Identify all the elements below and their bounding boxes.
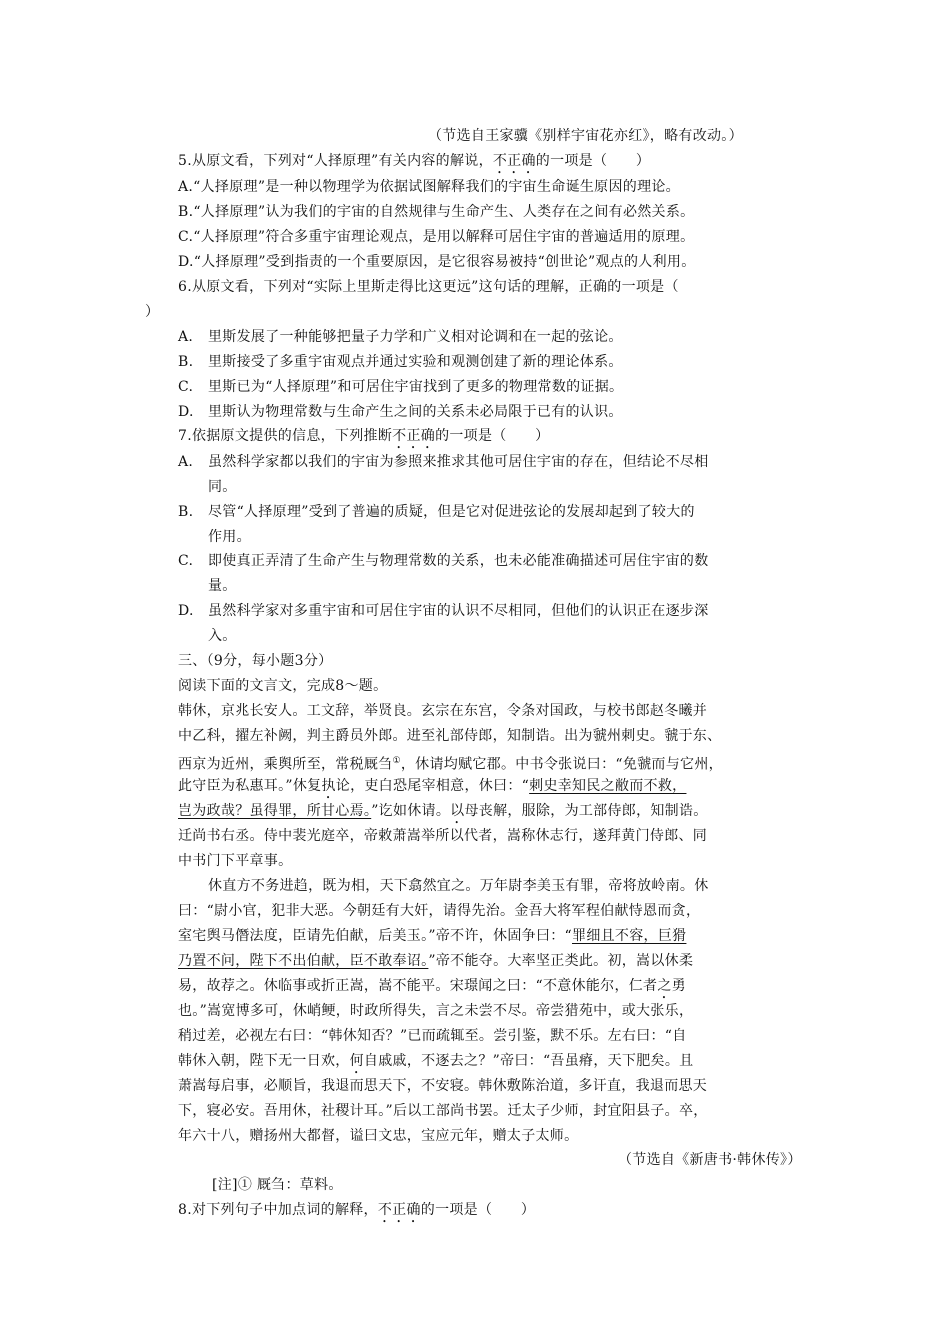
question-6-option-d-text: 里斯认为物理常数与生命产生之间的关系未必局限于已有的认识。 [208,404,623,420]
passage-p2-line-8-b: 自戚戚，不逐去之？”帝曰：“吾虽瘠，天下肥矣。且 [363,1053,694,1069]
passage-line-7: 中书门下平章事。 [178,853,293,869]
dotted-word-zhi2: 之 [657,978,672,994]
question-6-stem: 6.从原文看，下列对“实际上里斯走得比这更远”这句话的理解，正确的一项是（ [178,279,679,295]
question-7-option-a-label: A. [178,454,194,470]
question-7-stem [178,427,549,452]
section-3-instruction: 阅读下面的文言文，完成8～题。 [178,678,388,694]
source-citation-2: （节选自《新唐书·韩休传》） [618,1152,802,1168]
passage-line-2: 中乙科，擢左补阙，判主爵员外郎。进至礼部侍郎，知制诰。出为虢州刺史。虢于东、 [178,728,722,744]
underlined-sentence-1a: 刺史幸知民之敝而不救， [529,778,687,794]
passage-p2-line-3-a: 室宅舆马僭法度，臣请先伯献，后美玉。”帝不许，休固争曰：“ [178,928,573,944]
passage-p2-line-4-a: ”帝不能夺。大率坚正类此。初，嵩以休柔 [428,953,694,969]
passage-p2-line-5-a: 易，故荐之。休临事或折正嵩，嵩不能平。宋璟闻之曰：“不意休能尔，仁者 [178,978,658,994]
q5-stem-post: 的一项是（ ） [535,153,651,169]
question-7-option-d-label: D. [178,603,194,619]
passage-p2-line-5-b: 勇 [671,978,686,994]
question-6-option-b-label: B. [178,354,194,370]
question-6-option-d-label: D. [178,404,194,420]
question-6-option-b-text: 里斯接受了多重宇宙观点并通过实验和观测创建了新的理论体系。 [208,354,623,370]
passage-line-3 [178,752,723,774]
question-6-stem-continuation: ） [145,304,160,320]
passage-line-3-a: 西京为近州，乘舆所至，常税厩刍 [178,756,393,773]
passage-line-4-a: 此守臣为私惠耳。”休复 [178,778,322,794]
question-7-option-d-line1: 虽然科学家对多重宇宙和可居住宇宙的认识不尽相同，但他们的认识正在逐步深 [208,603,709,619]
passage-p2-line-11: 年六十八，赠扬州大都督，谥曰文忠，宝应元年，赠太子太师。 [178,1128,579,1144]
source-citation-1: （节选自王家骥《别样宇宙花亦红》，略有改动。） [428,128,743,144]
q8-stem-pre: 8.对下列句子中加点词的解释， [178,1202,378,1218]
q8-stem-post: 的一项是（ ） [420,1202,536,1218]
passage-p2-line-2: 曰：“尉小官，犯非大恶。今朝廷有大奸，请得先治。金吾大将军程伯献恃恩而贪， [178,903,701,919]
question-5-option-c: C.“人择原理”符合多重宇宙理论观点，是用以解释可居住宇宙的普遍适用的原理。 [178,229,695,245]
q7-stem-emphasis: 不正确 [392,428,436,444]
underlined-sentence-2b: 乃置不问，陛下不出伯献，臣不敢奉诏。 [178,953,429,969]
question-6-option-c-label: C. [178,379,194,395]
passage-line-5-b: 母丧解，服除，为工部侍郎，知制诰。 [464,803,708,819]
passage-p2-line-5 [178,977,686,1002]
question-7-option-c-line2: 量。 [208,578,237,594]
question-5-stem [178,152,650,177]
question-7-option-b-line1: 尽管“人择原理”受到了普遍的质疑，但是它对促进弦论的发展却起到了较大的 [208,504,695,520]
passage-p2-line-1: 休直方不务进趋，既为相，天下翕然宜之。万年尉李美玉有罪，帝将放岭南。休 [208,878,709,894]
passage-line-4 [178,777,686,802]
passage-line-1: 韩休，京兆长安人。工文辞，举贤良。玄宗在东宫，令条对国政，与校书郎赵冬曦并 [178,703,708,719]
question-7-option-b-line2: 作用。 [208,529,251,545]
question-7-option-d-line2: 入。 [208,628,237,644]
passage-p2-line-7: 稍过差，必视左右曰：“韩休知否？”已而疏辄至。尝引鉴，默不乐。左右曰：“自 [178,1028,687,1044]
question-7-option-a-line1: 虽然科学家都以我们的宇宙为参照来推求其他可居住宇宙的存在，但结论不尽相 [208,454,709,470]
passage-p2-line-9: 萧嵩每启事，必顺旨，我退而思天下，不安寝。韩休敷陈治道，多讦直，我退而思天 [178,1078,708,1094]
passage-line-6: 迁尚书右丞。侍中裴光庭卒，帝敕萧嵩举所以代者，嵩称休志行，遂拜黄门侍郎、同 [178,828,708,844]
passage-line-3-b: ，休请均赋它郡。中书令张说曰：“免虢而与它州， [400,756,723,773]
passage-p2-line-8 [178,1052,693,1077]
question-6-option-a-text: 里斯发展了一种能够把量子力学和广义相对论调和在一起的弦论。 [208,329,623,345]
passage-line-5-a: ”讫如休请。 [371,803,451,819]
question-7-option-b-label: B. [178,504,194,520]
q5-stem-emphasis: 不正确 [492,153,536,169]
question-7-option-c-line1: 即使真正弄清了生命产生与物理常数的关系，也未必能准确描述可居住宇宙的数 [208,553,709,569]
q5-stem-pre: 5.从原文看，下列对“人择原理”有关内容的解说， [178,153,493,169]
footnote: [注]① 厩刍：草料。 [212,1177,343,1193]
q7-stem-post: 的一项是（ ） [435,428,550,444]
passage-p2-line-10: 下，寝必安。吾用休，社稷计耳。”后以工部尚书罢。迁太子少师，封宜阳县子。卒， [178,1103,708,1119]
question-8-stem [178,1201,535,1226]
passage-line-5 [178,802,708,827]
dotted-word-he: 何 [349,1053,364,1069]
q7-stem-pre: 7.依据原文提供的信息，下列推断 [178,428,393,444]
underlined-sentence-1b: 岂为政哉？虽得罪，所甘心焉。 [178,803,372,819]
question-5-option-d: D.“人择原理”受到指责的一个重要原因，是它很容易被持“创世论”观点的人利用。 [178,254,696,270]
underlined-sentence-2a: 罪细且不容，巨猾 [572,928,687,944]
question-7-option-c-label: C. [178,553,194,569]
passage-line-4-b: 论，吏白恐尾宰相意，休曰：“ [335,778,530,794]
section-3-heading: 三、（9分，每小题3分） [178,653,333,669]
question-6-option-c-text: 里斯已为“人择原理”和可居住宇宙找到了更多的物理常数的证据。 [208,379,624,395]
passage-p2-line-4 [178,952,693,970]
dotted-word-yi: 以 [450,803,465,819]
question-7-option-a-line2: 同。 [208,479,237,495]
question-6-option-a-label: A. [178,329,194,345]
passage-p2-line-3 [178,927,686,945]
question-5-option-a: A.“人择原理”是一种以物理学为依据试图解释我们的宇宙生命诞生原因的理论。 [178,179,680,195]
passage-p2-line-6: 也。”嵩宽博多可，休峭鲠，时政所得失，言之未尝不尽。帝尝猎苑中，或大张乐， [178,1003,694,1019]
dotted-word-zhi: 执 [321,778,336,794]
passage-p2-line-8-a: 韩休入朝，陛下无一日欢， [178,1053,350,1069]
q8-stem-emphasis: 不正确 [377,1202,421,1218]
question-5-option-b: B.“人择原理”认为我们的宇宙的自然规律与生命产生、人类存在之间有必然关系。 [178,204,695,220]
footnote-marker: ① [392,756,401,766]
